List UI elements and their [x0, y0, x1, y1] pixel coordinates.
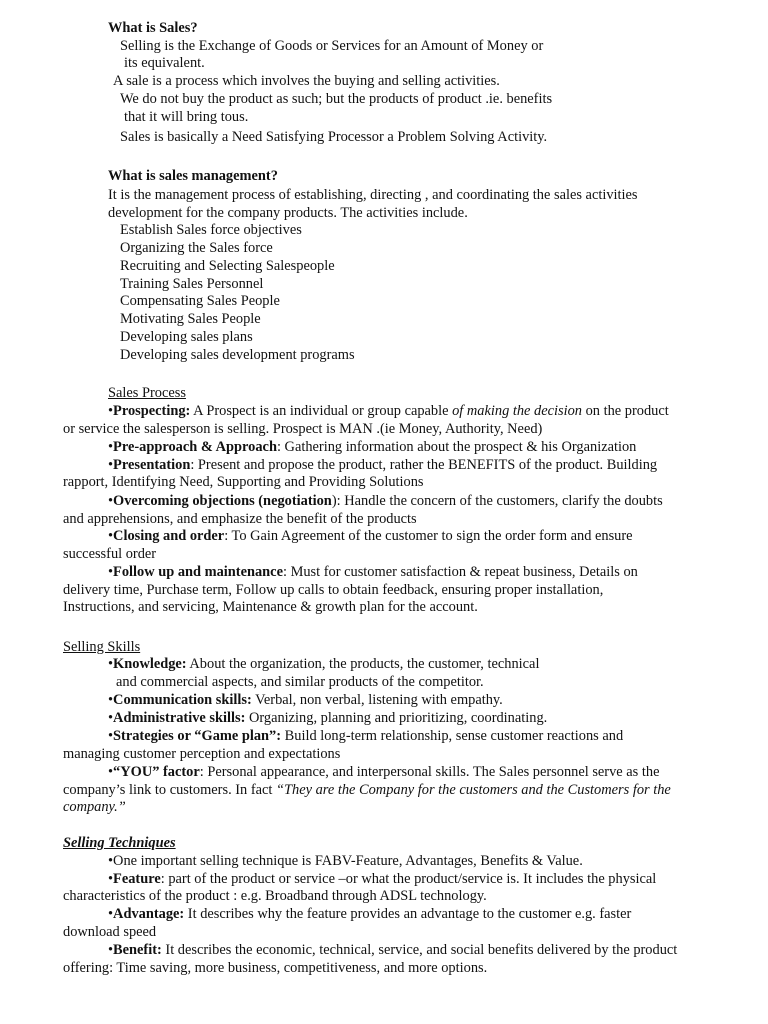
management-list-item: Establish Sales force objectives — [120, 222, 302, 238]
technique-line: characteristics of the product : e.g. Broadband through ADSL technology. — [63, 888, 487, 904]
management-list-item: Developing sales development programs — [120, 347, 355, 363]
process-closing: •Closing and order: To Gain Agreement of the customer to sign the order form and ensure — [108, 528, 633, 544]
management-list-item: Training Sales Personnel — [120, 276, 264, 292]
technique-line: offering: Time saving, more business, competitiveness, and more options. — [63, 960, 488, 976]
process-line: Instructions, and servicing, Maintenance & growth plan for the account. — [63, 599, 478, 615]
management-list-item: Recruiting and Selecting Salespeople — [120, 258, 335, 274]
skill-you-factor: •“YOU” factor: Personal appearance, and interpersonal skills. The Sales personnel serve as the — [108, 764, 660, 780]
skill-line: company’s link to customers. In fact “They are the Company for the customers and the Customers for the — [63, 782, 671, 798]
management-line: It is the management process of establishing, directing , and coordinating the sales activities — [108, 187, 638, 203]
selling-skills-heading: Selling Skills — [63, 639, 141, 655]
sales-process-heading: Sales Process — [108, 385, 186, 401]
skill-line: and commercial aspects, and similar products of the competitor. — [116, 674, 484, 690]
skill-line: company.” — [63, 799, 126, 815]
process-prospecting: •Prospecting: A Prospect is an individual or group capable of making the decision on the product — [108, 403, 669, 419]
technique-fabv: •One important selling technique is FABV-Feature, Advantages, Benefits & Value. — [108, 853, 583, 869]
skill-communication: •Communication skills: Verbal, non verbal, listening with empathy. — [108, 692, 503, 708]
management-line: development for the company products. The activities include. — [108, 205, 468, 221]
technique-advantage: •Advantage: It describes why the feature provides an advantage to the customer e.g. faster — [108, 906, 632, 922]
process-line: delivery time, Purchase term, Follow up calls to obtain feedback, ensuring proper installation, — [63, 582, 604, 598]
intro-line: Sales is basically a Need Satisfying Processor a Problem Solving Activity. — [120, 129, 548, 145]
technique-benefit: •Benefit: It describes the economic, technical, service, and social benefits delivered by the product — [108, 942, 678, 958]
management-list-item: Organizing the Sales force — [120, 240, 273, 256]
management-list-item: Motivating Sales People — [120, 311, 261, 327]
intro-line: that it will bring tous. — [124, 109, 249, 125]
intro-line: A sale is a process which involves the buying and selling activities. — [113, 73, 500, 89]
intro-line: We do not buy the product as such; but the products of product .ie. benefits — [120, 91, 553, 107]
process-presentation: •Presentation: Present and propose the product, rather the BENEFITS of the product. Building — [108, 457, 658, 473]
process-line: rapport, Identifying Need, Supporting and Providing Solutions — [63, 474, 424, 490]
process-follow-up: •Follow up and maintenance: Must for customer satisfaction & repeat business, Details on — [108, 564, 638, 580]
process-line: or service the salesperson is selling. Prospect is MAN .(ie Money, Authority, Need) — [63, 421, 543, 437]
intro-line: Selling is the Exchange of Goods or Services for an Amount of Money or — [120, 38, 544, 54]
skill-administrative: •Administrative skills: Organizing, planning and prioritizing, coordinating. — [108, 710, 548, 726]
skill-knowledge: •Knowledge: About the organization, the products, the customer, technical — [108, 656, 540, 672]
management-heading: What is sales management? — [108, 168, 278, 184]
management-list-item: Developing sales plans — [120, 329, 253, 345]
management-list-item: Compensating Sales People — [120, 293, 280, 309]
skill-strategies: •Strategies or “Game plan”: Build long-term relationship, sense customer reactions and — [108, 728, 624, 744]
process-line: successful order — [63, 546, 157, 562]
process-line: and apprehensions, and emphasize the benefit of the products — [63, 511, 417, 527]
process-pre-approach: •Pre-approach & Approach: Gathering information about the prospect & his Organization — [108, 439, 637, 455]
technique-feature: •Feature: part of the product or service –or what the product/service is. It includes the physical — [108, 871, 657, 887]
process-overcoming-objections: •Overcoming objections (negotiation): Handle the concern of the customers, clarify the doubts — [108, 493, 663, 509]
intro-line: its equivalent. — [124, 55, 205, 71]
technique-line: download speed — [63, 924, 157, 940]
selling-techniques-heading: Selling Techniques — [63, 835, 176, 851]
sales-heading: What is Sales? — [108, 20, 198, 36]
skill-line: managing customer perception and expectations — [63, 746, 341, 762]
